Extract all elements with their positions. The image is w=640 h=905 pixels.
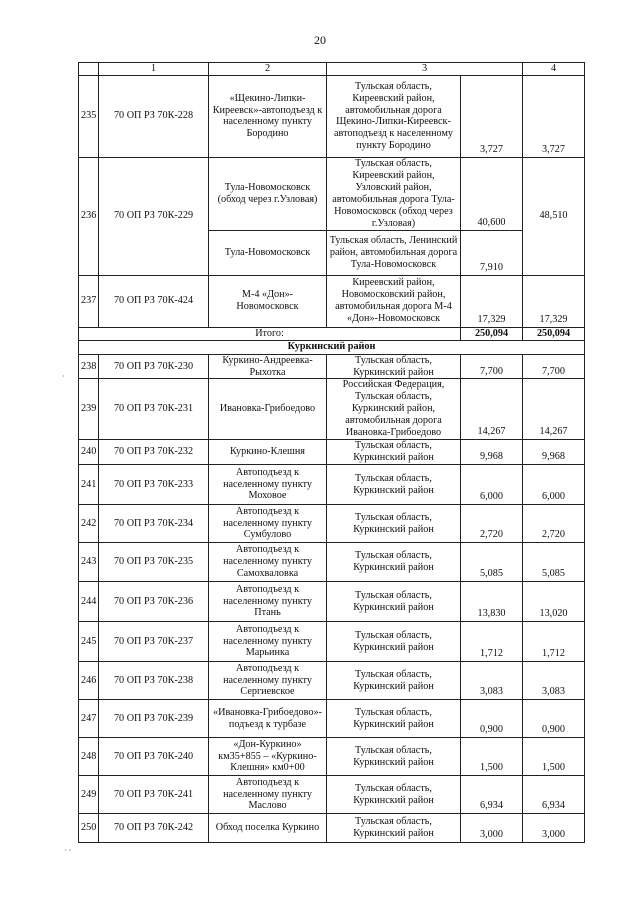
road-name: Тула-Новомосковск bbox=[209, 230, 327, 275]
road-code: 70 ОП РЗ 70К-424 bbox=[99, 275, 209, 327]
road-code: 70 ОП РЗ 70К-230 bbox=[99, 354, 209, 379]
road-name: Автоподъезд к населенному пункту Сумбулово bbox=[209, 505, 327, 543]
road-code: 70 ОП РЗ 70К-238 bbox=[99, 662, 209, 700]
road-length: 7,910 bbox=[461, 230, 523, 275]
road-total: 17,329 bbox=[523, 275, 585, 327]
road-code: 70 ОП РЗ 70К-231 bbox=[99, 379, 209, 440]
header-cell: 4 bbox=[523, 63, 585, 76]
road-code: 70 ОП РЗ 70К-242 bbox=[99, 814, 209, 843]
row-number: 236 bbox=[79, 157, 99, 275]
road-code: 70 ОП РЗ 70К-237 bbox=[99, 622, 209, 662]
road-name: Обход поселка Куркино bbox=[209, 814, 327, 843]
road-length: 7,700 bbox=[461, 354, 523, 379]
road-total: 1,712 bbox=[523, 622, 585, 662]
row-number: 243 bbox=[79, 543, 99, 582]
road-description: Тульская область, Ленинский район, автомобильная дорога Тула-Новомосковск bbox=[327, 230, 461, 275]
table-row bbox=[79, 776, 585, 814]
road-length: 1,712 bbox=[461, 622, 523, 662]
table-row bbox=[79, 814, 585, 843]
road-name: Ивановка-Грибоедово bbox=[209, 379, 327, 440]
road-name: Куркино-Андреевка-Рыхотка bbox=[209, 354, 327, 379]
total-row bbox=[79, 327, 585, 340]
road-total: 6,000 bbox=[523, 465, 585, 505]
road-description: Тульская область, Куркинский район bbox=[327, 700, 461, 738]
road-description: Тульская область, Куркинский район bbox=[327, 622, 461, 662]
road-description: Тульская область, Куркинский район bbox=[327, 582, 461, 622]
road-name: Тула-Новомосковск (обход через г.Узловая) bbox=[209, 157, 327, 230]
road-description: Киреевский район, Новомосковский район, автомобильная дорога М-4 «Дон»-Новомосковск bbox=[327, 275, 461, 327]
total-label: Итого: bbox=[79, 327, 461, 340]
table-row bbox=[79, 700, 585, 738]
row-number: 237 bbox=[79, 275, 99, 327]
road-total: 9,968 bbox=[523, 440, 585, 465]
table-row bbox=[79, 582, 585, 622]
road-code: 70 ОП РЗ 70К-229 bbox=[99, 157, 209, 275]
total-length: 250,094 bbox=[461, 327, 523, 340]
road-total: 3,000 bbox=[523, 814, 585, 843]
road-total: 5,085 bbox=[523, 543, 585, 582]
section-title: Куркинский район bbox=[79, 340, 585, 354]
table-row bbox=[79, 75, 585, 157]
row-number: 235 bbox=[79, 75, 99, 157]
row-number: 238 bbox=[79, 354, 99, 379]
table-row bbox=[79, 157, 585, 230]
road-code: 70 ОП РЗ 70К-232 bbox=[99, 440, 209, 465]
header-cell: 3 bbox=[327, 63, 523, 76]
table-row bbox=[79, 465, 585, 505]
road-total: 1,500 bbox=[523, 738, 585, 776]
page-number: 20 bbox=[314, 33, 326, 47]
row-number: 245 bbox=[79, 622, 99, 662]
road-name: «Ивановка-Грибоедово»-подъезд к турбазе bbox=[209, 700, 327, 738]
road-name: Автоподъезд к населенному пункту Сергиевское bbox=[209, 662, 327, 700]
road-code: 70 ОП РЗ 70К-233 bbox=[99, 465, 209, 505]
road-length: 6,000 bbox=[461, 465, 523, 505]
row-number: 247 bbox=[79, 700, 99, 738]
road-total: 7,700 bbox=[523, 354, 585, 379]
row-number: 250 bbox=[79, 814, 99, 843]
road-length: 9,968 bbox=[461, 440, 523, 465]
road-name: «Дон-Куркино» км35+855 – «Куркино-Клешня» км0+00 bbox=[209, 738, 327, 776]
road-length: 13,830 bbox=[461, 582, 523, 622]
road-length: 17,329 bbox=[461, 275, 523, 327]
road-total: 13,020 bbox=[523, 582, 585, 622]
road-description: Российская Федерация, Тульская область, Куркинский район, автомобильная дорога Ивановка-Грибоедово bbox=[327, 379, 461, 440]
header-row bbox=[79, 63, 585, 76]
header-cell bbox=[79, 63, 99, 76]
header-cell: 2 bbox=[209, 63, 327, 76]
road-code: 70 ОП РЗ 70К-240 bbox=[99, 738, 209, 776]
table-row bbox=[79, 379, 585, 440]
road-length: 3,000 bbox=[461, 814, 523, 843]
table-row bbox=[79, 275, 585, 327]
road-length: 0,900 bbox=[461, 700, 523, 738]
row-number: 242 bbox=[79, 505, 99, 543]
roads-table bbox=[78, 62, 585, 843]
road-name: «Щекино-Липки-Киреевск»-автоподъезд к населенному пункту Бородино bbox=[209, 75, 327, 157]
row-number: 239 bbox=[79, 379, 99, 440]
road-code: 70 ОП РЗ 70К-239 bbox=[99, 700, 209, 738]
road-length: 40,600 bbox=[461, 157, 523, 230]
row-number: 244 bbox=[79, 582, 99, 622]
row-number: 241 bbox=[79, 465, 99, 505]
road-length: 3,083 bbox=[461, 662, 523, 700]
road-code: 70 ОП РЗ 70К-235 bbox=[99, 543, 209, 582]
table-row bbox=[79, 505, 585, 543]
row-number: 240 bbox=[79, 440, 99, 465]
road-code: 70 ОП РЗ 70К-236 bbox=[99, 582, 209, 622]
road-description: Тульская область, Куркинский район bbox=[327, 776, 461, 814]
total-value: 250,094 bbox=[523, 327, 585, 340]
section-row bbox=[79, 340, 585, 354]
table-row bbox=[79, 354, 585, 379]
table-row bbox=[79, 440, 585, 465]
road-description: Тульская область, Куркинский район bbox=[327, 543, 461, 582]
road-description: Тульская область, Куркинский район bbox=[327, 440, 461, 465]
road-code: 70 ОП РЗ 70К-234 bbox=[99, 505, 209, 543]
road-name: Автоподъезд к населенному пункту Самохваловка bbox=[209, 543, 327, 582]
road-description: Тульская область, Куркинский район bbox=[327, 662, 461, 700]
road-code: 70 ОП РЗ 70К-228 bbox=[99, 75, 209, 157]
header-cell: 1 bbox=[99, 63, 209, 76]
road-total: 0,900 bbox=[523, 700, 585, 738]
road-length: 6,934 bbox=[461, 776, 523, 814]
road-total: 48,510 bbox=[523, 157, 585, 275]
table-row bbox=[79, 622, 585, 662]
road-length: 14,267 bbox=[461, 379, 523, 440]
table-row bbox=[79, 738, 585, 776]
row-number: 248 bbox=[79, 738, 99, 776]
row-number: 249 bbox=[79, 776, 99, 814]
road-description: Тульская область, Куркинский район bbox=[327, 465, 461, 505]
table-row bbox=[79, 662, 585, 700]
scan-mark: · bbox=[62, 372, 65, 381]
road-name: Автоподъезд к населенному пункту Марьинка bbox=[209, 622, 327, 662]
road-total: 3,727 bbox=[523, 75, 585, 157]
road-length: 2,720 bbox=[461, 505, 523, 543]
road-total: 2,720 bbox=[523, 505, 585, 543]
road-total: 6,934 bbox=[523, 776, 585, 814]
road-code: 70 ОП РЗ 70К-241 bbox=[99, 776, 209, 814]
road-name: Автоподъезд к населенному пункту Маслово bbox=[209, 776, 327, 814]
road-name: Куркино-Клешня bbox=[209, 440, 327, 465]
road-name: Автоподъезд к населенному пункту Моховое bbox=[209, 465, 327, 505]
road-name: Автоподъезд к населенному пункту Птань bbox=[209, 582, 327, 622]
road-name: М-4 «Дон»-Новомосковск bbox=[209, 275, 327, 327]
table-row bbox=[79, 543, 585, 582]
road-length: 1,500 bbox=[461, 738, 523, 776]
road-description: Тульская область, Куркинский район bbox=[327, 505, 461, 543]
road-description: Тульская область, Куркинский район bbox=[327, 738, 461, 776]
row-number: 246 bbox=[79, 662, 99, 700]
scan-mark: · · bbox=[64, 846, 72, 855]
road-description: Тульская область, Куркинский район bbox=[327, 814, 461, 843]
road-total: 3,083 bbox=[523, 662, 585, 700]
road-total: 14,267 bbox=[523, 379, 585, 440]
road-description: Тульская область, Киреевский район, Узловский район, автомобильная дорога Тула-Новомосковск (обход через г.Узловая) bbox=[327, 157, 461, 230]
road-length: 5,085 bbox=[461, 543, 523, 582]
road-description: Тульская область, Куркинский район bbox=[327, 354, 461, 379]
road-length: 3,727 bbox=[461, 75, 523, 157]
road-description: Тульская область, Киреевский район, автомобильная дорога Щекино-Липки-Киреевск-автоподъезд к населенному пункту Бородино bbox=[327, 75, 461, 157]
